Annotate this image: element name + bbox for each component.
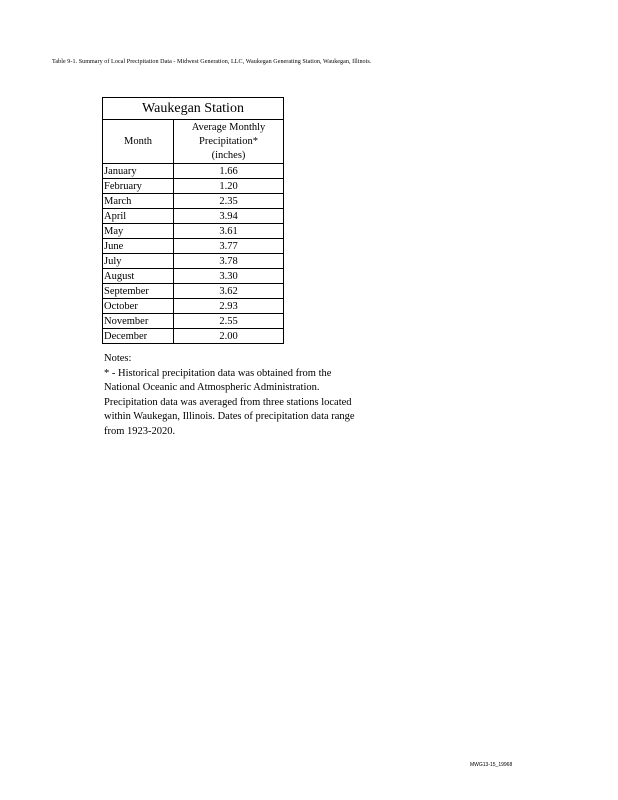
header-line: (inches) xyxy=(211,149,246,161)
month-cell: October xyxy=(103,299,174,314)
month-cell: September xyxy=(103,284,174,299)
notes-block xyxy=(104,352,394,439)
table-row xyxy=(103,179,284,194)
table-row xyxy=(103,299,284,314)
notes-heading: Notes: xyxy=(104,353,132,364)
month-cell: August xyxy=(103,269,174,284)
precipitation-value-cell: 3.62 xyxy=(174,284,284,299)
header-line: Average Monthly xyxy=(191,121,266,133)
precipitation-value-cell: 3.78 xyxy=(174,254,284,269)
table-row xyxy=(103,314,284,329)
precipitation-value-cell: 3.94 xyxy=(174,209,284,224)
table-row xyxy=(103,254,284,269)
document-id: MWG13-15_19968 xyxy=(470,762,513,768)
table-caption: Table 9-1. Summary of Local Precipitation Data - Midwest Generation, LLC, Waukegan Generating Station, Waukegan, Illinois. xyxy=(52,59,372,65)
precipitation-value-cell: 3.77 xyxy=(174,239,284,254)
table-row xyxy=(103,329,284,344)
table-row xyxy=(103,239,284,254)
precipitation-value-cell: 2.35 xyxy=(174,194,284,209)
table-row xyxy=(103,209,284,224)
precipitation-value-cell: 1.66 xyxy=(174,164,284,179)
month-cell: January xyxy=(103,164,174,179)
notes-line: within Waukegan, Illinois. Dates of precipitation data range xyxy=(104,411,355,422)
notes-line: from 1923-2020. xyxy=(104,425,176,437)
month-cell: July xyxy=(103,254,174,269)
month-cell: December xyxy=(103,329,174,344)
month-cell: June xyxy=(103,239,174,254)
precipitation-value-cell: 3.61 xyxy=(174,224,284,239)
notes-line: National Oceanic and Atmospheric Administration. xyxy=(104,382,320,393)
table-row xyxy=(103,269,284,284)
precipitation-value-cell: 1.20 xyxy=(174,179,284,194)
table-row xyxy=(103,284,284,299)
month-cell: April xyxy=(103,209,174,224)
notes-line: * - Historical precipitation data was obtained from the xyxy=(104,367,332,379)
precipitation-value-cell: 2.55 xyxy=(174,314,284,329)
precipitation-value-cell: 2.00 xyxy=(174,329,284,344)
table-row xyxy=(103,194,284,209)
table-body xyxy=(103,164,284,344)
precipitation-table xyxy=(102,97,284,344)
precipitation-value-cell: 3.30 xyxy=(174,269,284,284)
station-title: Waukegan Station xyxy=(103,98,284,120)
precipitation-value-cell: 2.93 xyxy=(174,299,284,314)
notes-line: Precipitation data was averaged from three stations located xyxy=(104,396,352,408)
month-cell: February xyxy=(103,179,174,194)
precipitation-column-header xyxy=(174,120,284,164)
header-line: Precipitation* xyxy=(199,135,258,147)
month-cell: May xyxy=(103,224,174,239)
month-cell: November xyxy=(103,314,174,329)
table-row xyxy=(103,224,284,239)
table-row xyxy=(103,164,284,179)
month-column-header: Month xyxy=(103,120,174,164)
month-cell: March xyxy=(103,194,174,209)
